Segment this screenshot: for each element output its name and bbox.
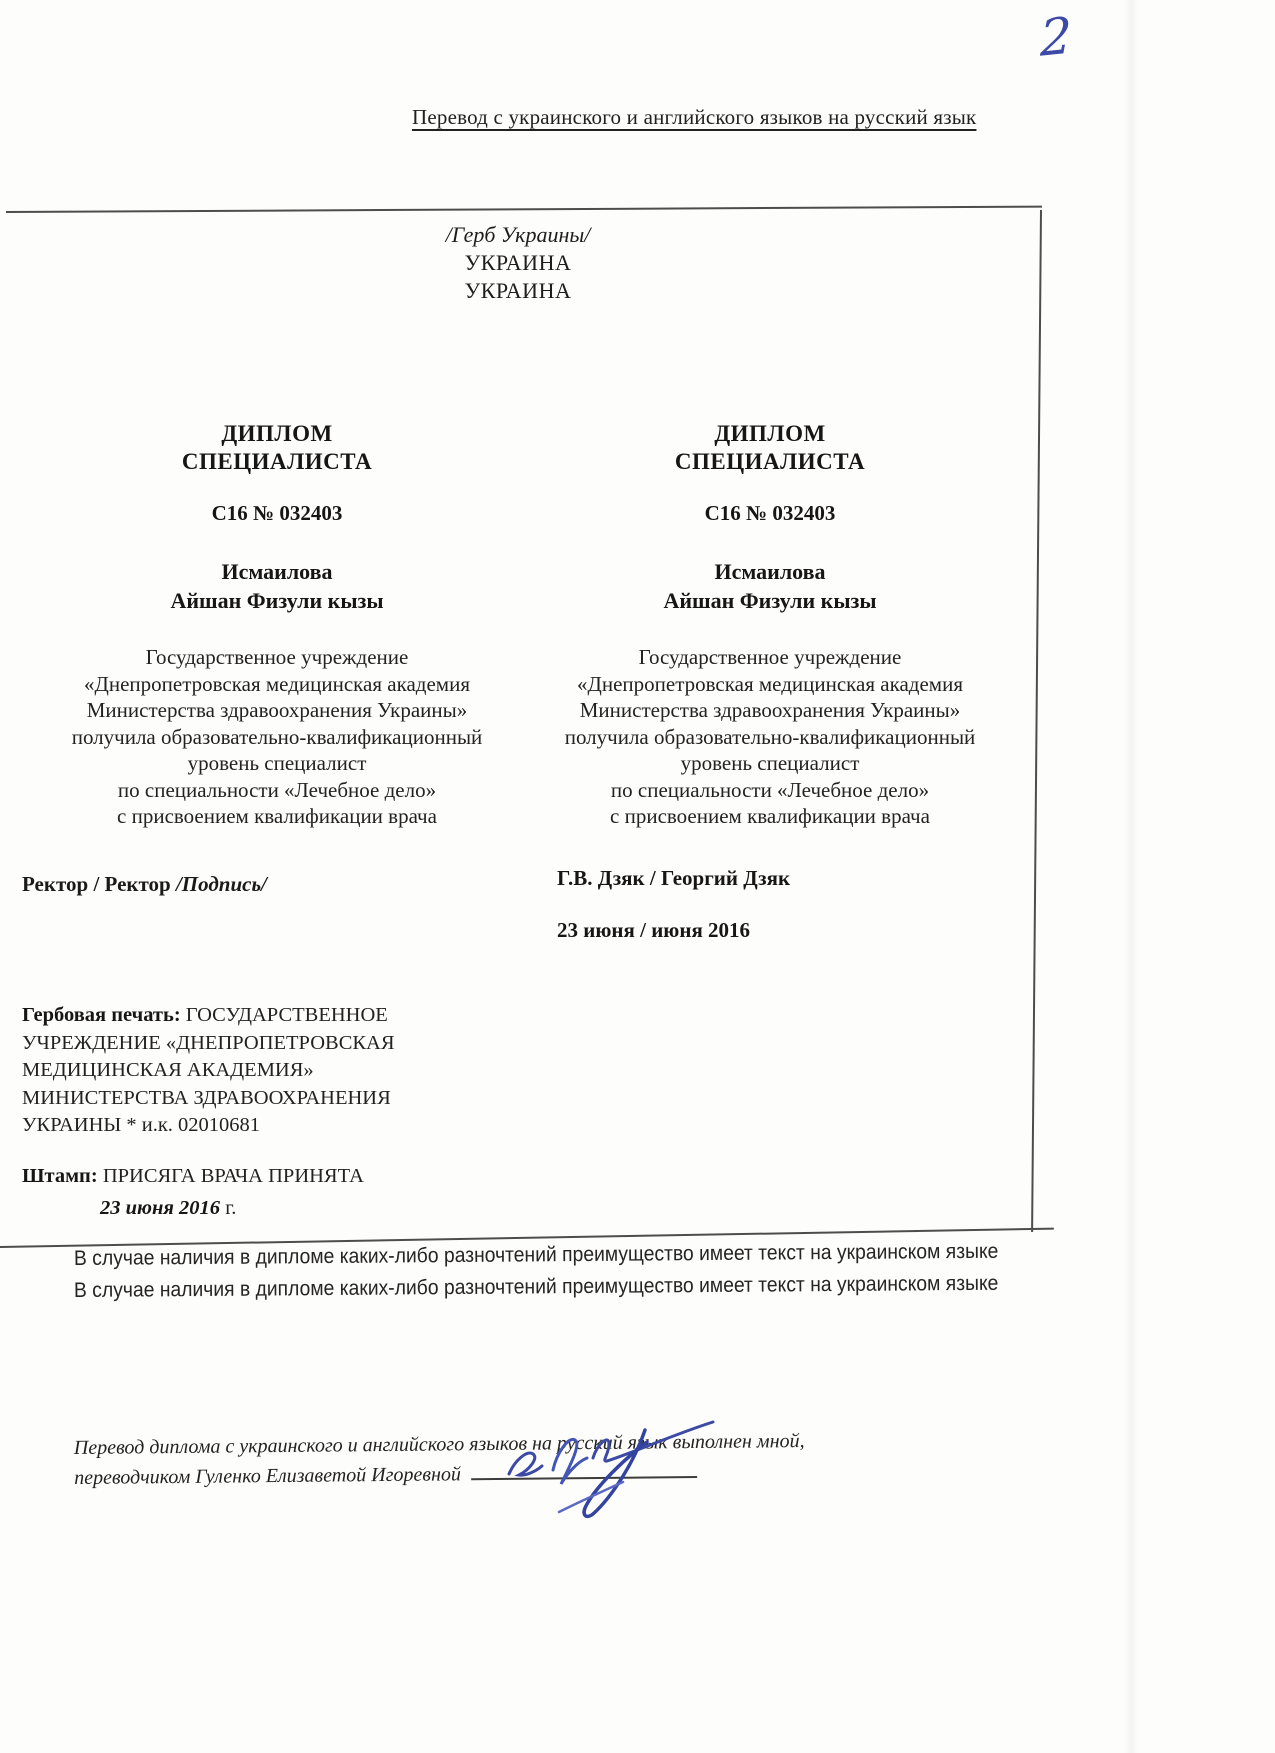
- diploma-body-line: с присвоением квалификации врача: [610, 804, 930, 828]
- graduate-surname: Исмаилова: [221, 559, 333, 584]
- country-name-line-1: УКРАИНА: [464, 250, 572, 275]
- handwritten-page-number: 2: [1040, 6, 1072, 68]
- stamp-description: [22, 1165, 364, 1220]
- diploma-title-line-2: СПЕЦИАЛИСТА: [674, 449, 866, 474]
- graduate-name: [30, 557, 524, 615]
- diploma-body-line: «Днепропетровская медицинская академия: [577, 671, 963, 696]
- country-name-line-2: УКРАИНА: [464, 278, 572, 303]
- stamp-text-row: [22, 1165, 364, 1188]
- graduate-given-names: Айшан Физули кызы: [170, 588, 384, 613]
- rector-signature-line: [22, 872, 267, 897]
- stamp-date-row: [22, 1197, 364, 1220]
- diploma-body-text: [523, 644, 1017, 830]
- translator-note-line-1: Перевод диплома с украинского и английского языков на русский язык выполнен мной,: [73, 1429, 805, 1460]
- graduate-given-names: Айшан Физули кызы: [663, 588, 877, 613]
- diploma-body-line: «Днепропетровская медицинская академия: [84, 671, 470, 696]
- stamp-date-suffix: г.: [225, 1197, 237, 1219]
- certificate-border-top: [6, 206, 1042, 213]
- signature-placeholder-note: /Подпись/: [175, 872, 267, 896]
- diploma-body-line: уровень специалист: [680, 751, 860, 775]
- official-seal-description: [22, 1002, 438, 1140]
- diploma-column-left: [30, 420, 524, 830]
- diploma-body-text: [30, 644, 524, 830]
- stamp-text: ПРИСЯГА ВРАЧА ПРИНЯТА: [102, 1165, 364, 1187]
- diploma-serial-number: С16 № 032403: [211, 501, 343, 525]
- language-priority-disclaimer-2: [74, 1271, 1079, 1303]
- diploma-body-line: Министерства здравоохранения Украины»: [86, 698, 468, 722]
- diploma-title-line-2: СПЕЦИАЛИСТА: [181, 449, 373, 474]
- diploma-body-line: Государственное учреждение: [638, 645, 902, 669]
- diploma-body-line: Министерства здравоохранения Украины»: [579, 698, 961, 722]
- stamp-date: 23 июня 2016: [100, 1197, 221, 1219]
- graduate-name: [523, 557, 1017, 615]
- coat-of-arms-note: /Герб Украины/: [445, 222, 591, 247]
- diploma-body-line: по специальности «Лечебное дело»: [610, 777, 930, 802]
- rector-label: Ректор / Ректор: [22, 872, 171, 896]
- translator-signature: [495, 1408, 735, 1528]
- diploma-title-line-1: ДИПЛОМ: [714, 421, 826, 446]
- diploma-title: [523, 420, 1017, 476]
- diploma-body-line: по специальности «Лечебное дело»: [117, 777, 437, 802]
- issue-date: 23 июня / июня 2016: [557, 918, 751, 942]
- diploma-column-right: [523, 420, 1017, 830]
- diploma-body-line: получила образовательно-квалификационный: [564, 724, 976, 749]
- diploma-body-line: получила образовательно-квалификационный: [71, 724, 483, 749]
- graduate-surname: Исмаилова: [714, 559, 826, 584]
- rector-name: Г.В. Дзяк / Георгий Дзяк: [557, 866, 791, 890]
- seal-text: ГОСУДАРСТВЕННОЕ УЧРЕЖДЕНИЕ «ДНЕПРОПЕТРОВСКАЯ МЕДИЦИНСКАЯ АКАДЕМИЯ» МИНИСТЕРСТВА ЗДРАВООХРАНЕНИЯ УКРАИНЫ * и.к. 02010681: [22, 1004, 395, 1136]
- scan-artifact-streak: [1124, 0, 1138, 1753]
- diploma-body-line: Государственное учреждение: [145, 645, 409, 669]
- translation-direction-header: Перевод с украинского и английского языков на русский язык: [412, 105, 977, 129]
- diploma-body-line: уровень специалист: [187, 751, 367, 775]
- disclaimer-text: В случае наличия в дипломе каких-либо разночтений преимущество имеет текст на украинском языке: [73, 1271, 999, 1302]
- diploma-body-line: с присвоением квалификации врача: [117, 804, 437, 828]
- stamp-label: Штамп:: [22, 1165, 98, 1187]
- seal-label: Гербовая печать:: [22, 1004, 181, 1026]
- diploma-title-line-1: ДИПЛОМ: [221, 421, 333, 446]
- diploma-title: [30, 420, 524, 476]
- translator-name: переводчиком Гуленко Елизаветой Игоревной: [74, 1463, 462, 1489]
- diploma-serial-number: С16 № 032403: [704, 501, 836, 525]
- coat-of-arms-block: [350, 221, 686, 305]
- certificate-border-right: [1031, 210, 1042, 1232]
- disclaimer-text: В случае наличия в дипломе каких-либо разночтений преимущество имеет текст на украинском языке: [73, 1239, 999, 1270]
